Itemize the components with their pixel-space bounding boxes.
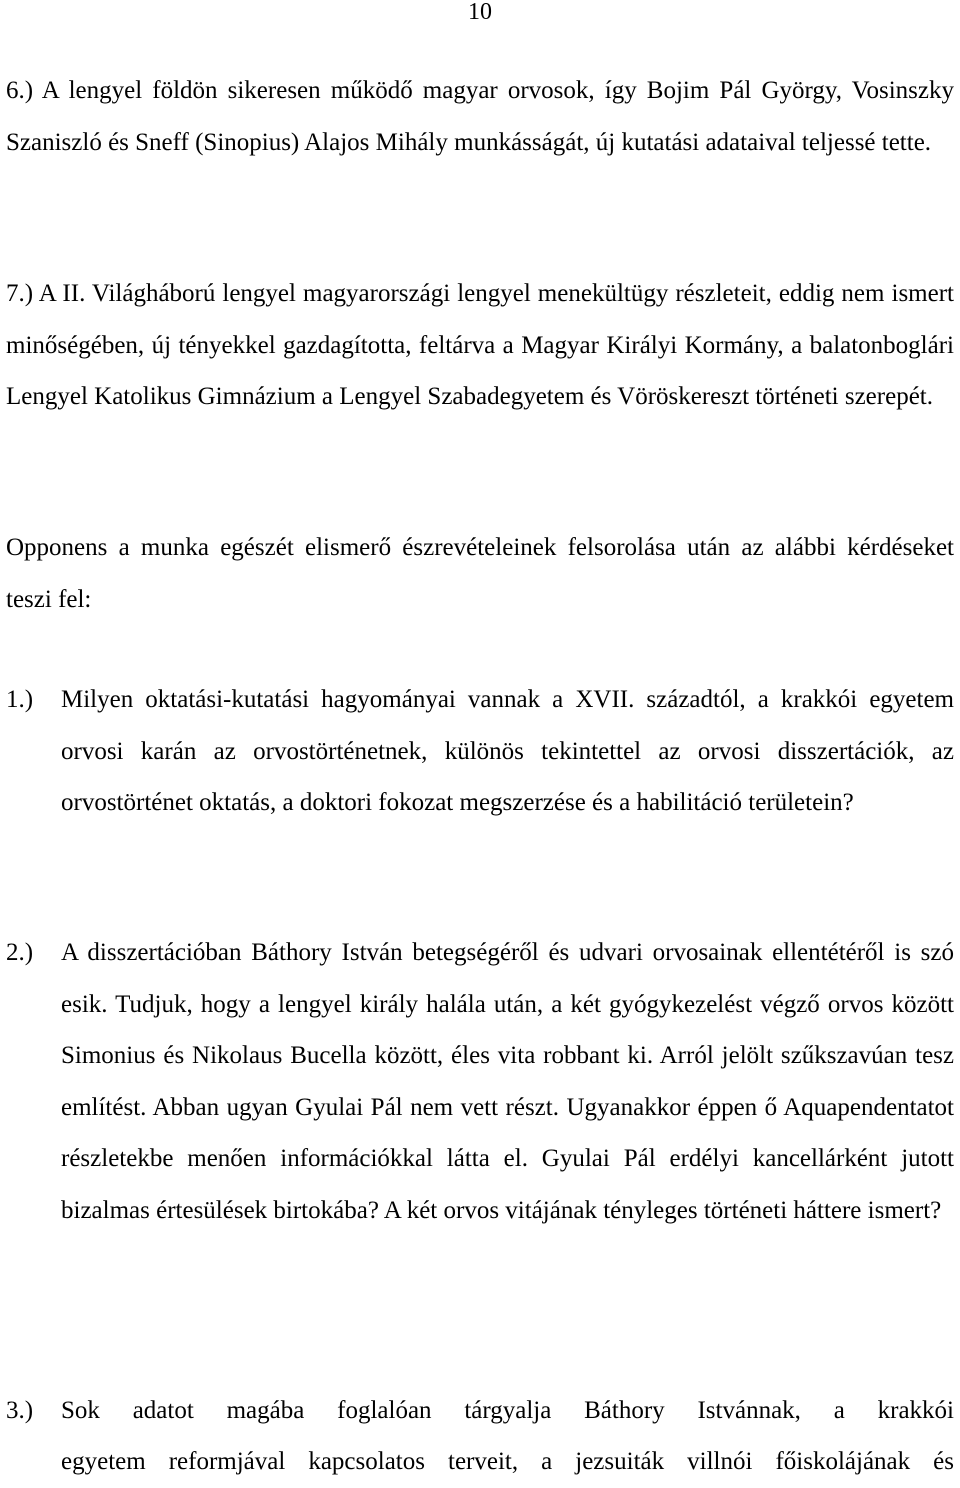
question-2: [6, 927, 954, 1236]
page-number: 10: [468, 0, 492, 25]
question-3: [6, 1385, 954, 1437]
question-2-text: A disszertációban Báthory István betegségéről és udvari orvosainak ellentétéről is szó esik. Tudjuk, hogy a lengyel király halála után, a két gyógykezelést végző orvos között Simonius és Nikolaus Bucella között, éles vita robbant ki. Arról jelölt szűkszavúan tesz említést. Abban ugyan Gyulai Pál nem vett részt. Ugyanakkor éppen ő Aquapendentatot részletekbe menően információkkal látta el. Gyulai Pál erdélyi kancellárként jutott bizalmas értesülések birtokába? A két orvos vitájának tényleges történeti háttere ismert?: [61, 939, 954, 1224]
question-3-continuation: egyetem reformjával kapcsolatos terveit, a jezsuiták villnói főiskolájának és: [61, 1448, 954, 1475]
paragraph-7: 7.) A II. Világháború lengyel magyarországi lengyel menekültügy részleteit, eddig nem ismert minőségében, új tényekkel gazdagította, feltárva a Magyar Királyi Kormány, a balatonboglári Lengyel Katolikus Gimnázium a Lengyel Szabadegyetem és Vöröskereszt történeti szerepét.: [6, 280, 954, 410]
question-3-text: Sok adatot magába foglalóan tárgyalja Báthory Istvánnak, a krakkói: [61, 1397, 954, 1424]
question-1-text: Milyen oktatási-kutatási hagyományai vannak a XVII. századtól, a krakkói egyetem orvosi karán az orvostörténetnek, különös tekintettel az orvosi disszertációk, az orvostörténet oktatás, a doktori fokozat megszerzése és a habilitáció területein?: [61, 686, 954, 816]
question-1: [6, 674, 954, 829]
paragraph-6: 6.) A lengyel földön sikeresen működő magyar orvosok, így Bojim Pál György, Vosinszky Szaniszló és Sneff (Sinopius) Alajos Mihály munkásságát, új kutatási adataival teljessé tette.: [6, 77, 954, 156]
paragraph-opponent-intro: Opponens a munka egészét elismerő észrevételeinek felsorolása után az alábbi kérdéseket teszi fel:: [6, 534, 954, 613]
question-1-number: 1.): [6, 686, 34, 713]
question-3-number: 3.): [6, 1397, 34, 1424]
question-2-number: 2.): [6, 939, 34, 966]
